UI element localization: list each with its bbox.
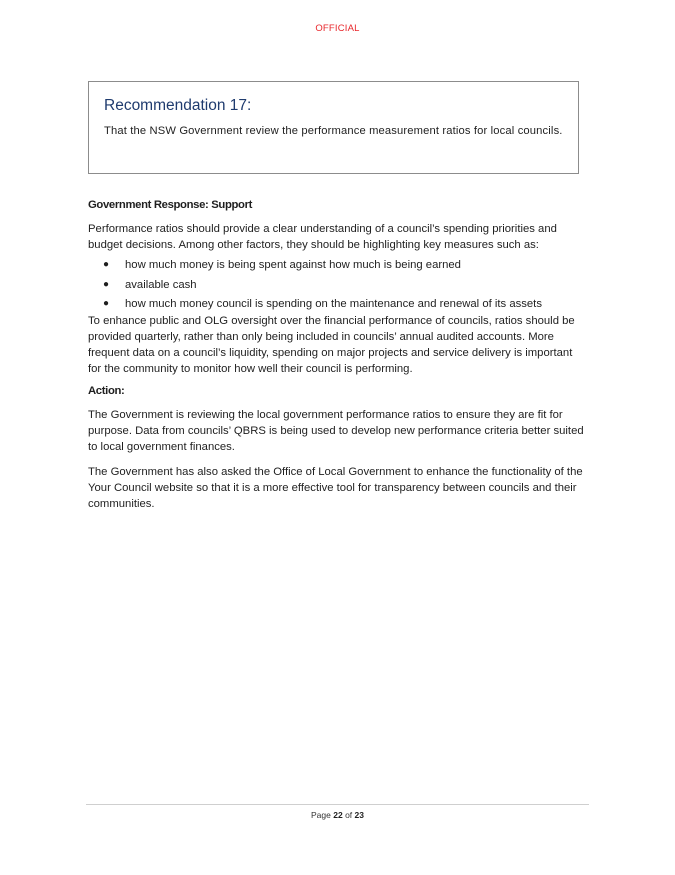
main-content bbox=[88, 197, 584, 512]
footer-divider bbox=[86, 804, 589, 805]
action-heading: Action: bbox=[88, 385, 125, 397]
current-page: 22 bbox=[333, 810, 343, 820]
recommendation-box bbox=[88, 81, 579, 174]
key-measures-list bbox=[88, 257, 584, 312]
page-number bbox=[0, 810, 675, 820]
government-response-heading: Government Response: Support bbox=[88, 199, 253, 211]
list-item: ● available cash bbox=[103, 278, 197, 291]
of-label: of bbox=[345, 810, 353, 820]
page-prefix: Page bbox=[310, 810, 331, 820]
bullet-icon: ● bbox=[103, 259, 110, 270]
action-paragraph-1: The Government is reviewing the local government performance ratios to ensure they are fit for purpose. Data from councils’ QBRS is being used to develop new performance criteria better suited to local government finances. bbox=[88, 409, 584, 453]
classification-label: OFFICIAL bbox=[315, 23, 360, 34]
response-followup-paragraph: To enhance public and OLG oversight over the financial performance of councils, ratios should be provided quarterly, rather than only being included in councils’ annual audited accounts. More frequent data on a council’s liquidity, spending on major projects and service delivery is important for the community to monitor how well their council is performing. bbox=[88, 315, 575, 375]
list-item: ● how much money council is spending on the maintenance and renewal of its assets bbox=[103, 298, 542, 310]
recommendation-title: Recommendation 17: bbox=[104, 97, 252, 114]
bullet-icon: ● bbox=[103, 278, 110, 290]
recommendation-text: That the NSW Government review the performance measurement ratios for local councils. bbox=[104, 125, 563, 137]
action-paragraph-2: The Government has also asked the Office of Local Government to enhance the functionality of the Your Council website so that it is a more effective tool for transparency between councils and their communities. bbox=[88, 466, 583, 510]
total-pages: 23 bbox=[354, 810, 364, 820]
list-item: ● how much money is being spent against how much is being earned bbox=[103, 259, 461, 271]
bullet-icon: ● bbox=[103, 298, 110, 309]
response-intro-paragraph: Performance ratios should provide a clear understanding of a council’s spending priorities and budget decisions. Among other factors, they should be highlighting key measures such as: bbox=[88, 223, 557, 251]
